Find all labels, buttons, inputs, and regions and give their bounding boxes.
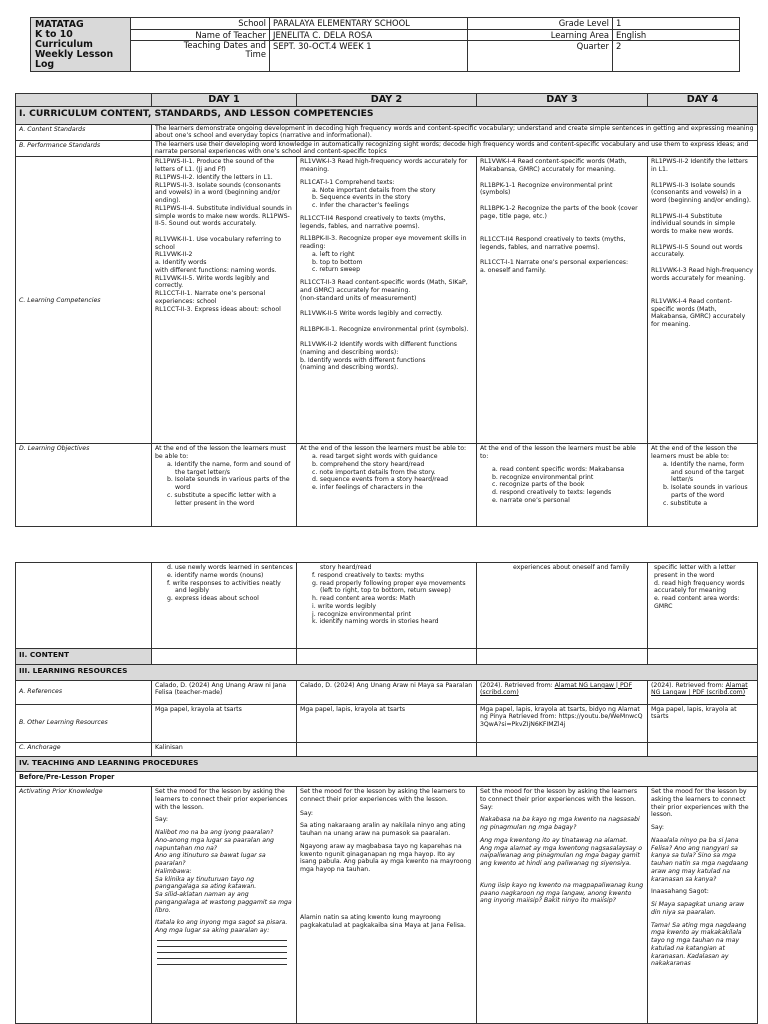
day-4-header: DAY 4 xyxy=(648,94,758,107)
objective-item: e. narrate one’s personal xyxy=(492,496,570,504)
other-resources-day-1: Mga papel, krayola at tsarts xyxy=(152,704,297,742)
dates-label: Teaching Dates and Time xyxy=(131,41,270,72)
objective-item: i. write words legibly xyxy=(312,602,377,610)
procedure-paragraph: Naaalala ninyo pa ba si Jana Felisa? Ano ang nangyari sa kanya sa tula? Sino sa mga tauhan natin sa mga nagdaang araw ang may katulad na karanasan sa kanya? xyxy=(651,836,749,883)
grade-level-value: 1 xyxy=(613,18,740,30)
objective-item: j. recognize environmental print xyxy=(312,610,412,618)
competencies-day-1: RL1PWS-II-1. Produce the sound of the letters of L1. (Jj and Ff) RL1PWS-II-2. Identify the letters in L1. RL1PWS-II-3. Isolate sounds (consonants and vowels) in a word (beginning and/or ending). RL1PWS-II-4. Substitute individual sounds in simple words to make new words. RL1PWS-II-5. Sound out words accurately. RL1VWK-II-1. Use vocabulary referring to school RL1VWK-II-2 a. Identify words with different functions: naming words. RL1VWK-II-5. Write words legibly and correctly. RL1CCT-II-1. Narrate one’s personal experiences: school RL1CCT-II-3. Express ideas about: school xyxy=(152,157,297,444)
objective-item: a. read target sight words with guidance xyxy=(312,453,438,461)
objectives-day-4 xyxy=(648,444,758,527)
say-label: Say: xyxy=(480,803,494,811)
performance-standards-text: The learners use their developing word knowledge in automatically recognizing sight words; decode high frequency words and content-specific vocabulary and use them to express ideas; and narrate personal experiences with one’s school and content-specific topics xyxy=(152,141,758,157)
day-1-header: DAY 1 xyxy=(152,94,297,107)
quarter-label: Quarter xyxy=(468,41,613,72)
procedure-day-4 xyxy=(648,787,758,1024)
anchorage-label: C. Anchorage xyxy=(16,742,152,756)
procedure-paragraph: Tama! Sa ating mga nagdaang mga kwento ay makakakilala tayo ng mga tauhan na may katulad na katangian at karanasan. Kadalasan ay nakakaranas xyxy=(651,921,747,968)
teacher-label: Name of Teacher xyxy=(131,29,270,41)
day-3-header: DAY 3 xyxy=(477,94,648,107)
objective-item: d. use newly words learned in sentences xyxy=(167,564,293,571)
references-label: A. References xyxy=(16,680,152,704)
procedure-day-3 xyxy=(477,787,648,1024)
references-day-3 xyxy=(477,680,648,704)
competencies-day-2 xyxy=(297,157,477,444)
learning-objectives-label: D. Learning Objectives xyxy=(16,444,152,527)
objective-item: g. express ideas about school xyxy=(167,595,259,602)
competency-cct-ii4: RL1CCT-II4 Respond creatively to texts (myths, legends, fables, and narrative poems). xyxy=(300,214,446,230)
competency-item: c. return sweep xyxy=(312,266,361,274)
section-3-title: III. LEARNING RESOURCES xyxy=(16,664,758,680)
section-1-title: I. CURRICULUM CONTENT, STANDARDS, AND LESSON COMPETENCIES xyxy=(16,106,758,124)
alamat-ng-langaw-link[interactable]: Alamat NG Langaw | PDF (scribd.com) xyxy=(480,681,633,697)
reference-text: (2024). Retrieved from: xyxy=(480,681,555,689)
objective-item: f. respond creatively to texts: myths xyxy=(312,571,424,579)
competency-item: a. left to right xyxy=(312,250,355,258)
performance-standards-label: B. Performance Standards xyxy=(16,141,152,157)
objective-item: c. substitute a specific letter with a letter present in the word xyxy=(167,491,277,507)
objective-item: a. read content specific words: Makabansa xyxy=(492,465,625,473)
competency-vwk-i-3: RL1VWK-I-3 Read high-frequency words accurately for meaning. xyxy=(300,158,468,174)
objective-item: e. identify name words (nouns) xyxy=(167,571,264,579)
procedure-paragraph: Si Maya sapagkat unang araw din niya sa paaralan. xyxy=(651,901,745,916)
objective-item: c. recognize parts of the book xyxy=(492,481,585,489)
objective-item: b. Isolate sounds in various parts of the word xyxy=(167,476,290,492)
say-label: Say: xyxy=(155,816,169,824)
objective-item: d. sequence events from a story heard/read xyxy=(312,476,449,484)
competency-item: c. Infer the character’s feelings xyxy=(312,202,409,210)
objective-item: b. recognize environmental print xyxy=(492,473,594,481)
objective-item: h. read content area words: Math xyxy=(312,595,416,602)
learning-area-label: Learning Area xyxy=(468,29,613,41)
procedure-paragraph: Ngayong araw ay magbabasa tayo ng kaparehas na kwento ngunit ginaganapan ng mga hayop. Ito ay isang pabula. Ang pabula ay mga kwento na mayroong mga hayop na tauhan. xyxy=(300,842,472,874)
competency-item: b. Sequence events in the story xyxy=(312,194,411,202)
content-standards-label: A. Content Standards xyxy=(16,125,152,141)
competency-item: a. Note important details from the story xyxy=(312,186,436,194)
objectives-day-1 xyxy=(152,444,297,527)
objectives-intro: At the end of the lesson the learners must be able to: xyxy=(300,445,467,453)
section-4-title: IV. TEACHING AND LEARNING PROCEDURES xyxy=(16,756,758,772)
objective-item: a. Identify the name, form and sound of the target letter/s xyxy=(663,460,745,484)
objective-item: k. identify naming words in stories heard xyxy=(312,618,439,626)
section-2-title: II. CONTENT xyxy=(16,649,152,665)
alamat-ng-langaw-link[interactable]: Alamat NG Langaw | PDF (scribd.com) xyxy=(651,681,748,697)
other-resources-day-4: Mga papel, lapis, krayola at tsarts xyxy=(648,704,758,742)
school-label: School xyxy=(131,18,270,30)
procedure-prompt: Itatala ko ang inyong mga sagot sa pisara. Ang mga lugar sa aking paaralan ay: xyxy=(155,919,288,935)
references-day-2: Calado, D. (2024) Ang Unang Araw ni Maya sa Paaralan xyxy=(297,680,477,704)
procedure-paragraph: Nakabasa na ba kayo ng mga kwento na nagsasabi ng pinagmulan ng mga bagay? xyxy=(480,816,640,832)
objective-item: e. infer feelings of characters in the xyxy=(312,484,423,492)
activating-prior-knowledge-label: Activating Prior Knowledge xyxy=(16,787,152,1024)
objective-item: a. Identify the name, form and sound of the target letter/s xyxy=(167,460,291,476)
objectives-day-2 xyxy=(297,444,477,527)
procedure-intro: Set the mood for the lesson by asking the learners to connect their prior experiences with the lesson. xyxy=(155,788,288,811)
procedure-intro: Set the mood for the lesson by asking the learners to connect their prior experiences with the lesson. xyxy=(651,788,749,819)
objective-item: g. read properly following proper eye movements (left to right, top to bottom, return sweep) xyxy=(312,579,466,595)
procedure-intro: Set the mood for the lesson by asking the learners to connect their prior experiences with the lesson. xyxy=(480,788,638,803)
quarter-value: 2 xyxy=(613,41,740,72)
day-2-header: DAY 2 xyxy=(297,94,477,107)
competency-bpk-ii-3: RL1BPK-II-3. Recognize proper eye movement skills in reading: xyxy=(300,235,467,251)
competencies-day-3: RL1VWK-I-4 Read content-specific words (Math, Makabansa, GMRC) accurately for meaning. RL1BPK-1-1 Recognize environmental print (symbols) RL1BPK-1-2 Recognize the parts of the book (cover page, title page, etc.) RL1CCT-II4 Respond creatively to texts (myths, legends, fables, and narrative poems). RL1CCT-I-1 Narrate one’s personal experiences: a. oneself and family. xyxy=(477,157,648,444)
dates-value: SEPT. 30-OCT.4 WEEK 1 xyxy=(270,41,468,72)
objective-item: b. comprehend the story heard/read xyxy=(312,460,425,468)
say-label: Say: xyxy=(651,824,665,832)
header-table xyxy=(30,17,740,72)
objectives-cont-day-2 xyxy=(297,563,477,649)
objectives-intro: At the end of the lesson the learners must be able to: xyxy=(651,445,738,461)
objectives-cont-day-3: experiences about oneself and family xyxy=(477,563,648,649)
procedure-day-1 xyxy=(152,787,297,1024)
objective-item: story heard/read xyxy=(320,564,372,571)
objective-item: b. Isolate sounds in various parts of the word xyxy=(663,484,748,499)
references-day-4 xyxy=(648,680,758,704)
competency-day-2-rest: RL1CCT-II-3 Read content-specific words (Math, SIKaP, and GMRC) accurately for meaning. (non-standard units of measurement) RL1VWK-II-5 Write words legibly and correctly. RL1BPK-II-1. Recognize environmental print (symbols). RL1VWK-II-2 Identify words with different functions (naming and describing words): b. Identify words with different functions (naming and describing words). xyxy=(300,279,469,372)
references-day-1: Calado, D. (2024) Ang Unang Araw ni Jana Felisa (teacher-made) xyxy=(152,680,297,704)
objectives-cont-day-4: specific letter with a letter present in the word d. read high frequency words accurately for meaning e. read content area words: GMRC xyxy=(648,563,758,649)
competency-item: b. top to bottom xyxy=(312,258,363,266)
competencies-day-4: RL1PWS-II-2 Identify the letters in L1. RL1PWS-II-3 Isolate sounds (consonants and vowels) in a word (beginning and/or ending). RL1PWS-II-4 Substitute individual sounds in simple words to make new words. RL1PWS-II-5 Sound out words accurately. RL1VWK-I-3 Read high-frequency words accurately for meaning. RL1VWK-I-4 Read content-specific words (Math, Makabansa, GMRC) accurately for meaning. xyxy=(648,157,758,444)
say-label: Say: xyxy=(300,809,314,817)
content-standards-text: The learners demonstrate ongoing development in decoding high frequency words and content-specific vocabulary; understand and create simple sentences in getting and expressing meaning about one’s school and everyday topics (narrative and informational). xyxy=(152,125,758,141)
procedure-paragraph: Alamin natin sa ating kwento kung mayroong pagkakatulad at pagkakaiba sina Maya at Jana Felisa. xyxy=(300,913,466,929)
grade-level-label: Grade Level xyxy=(468,18,613,30)
answer-line xyxy=(157,959,287,965)
expected-answer-label: Inaasahang Sagot: xyxy=(651,888,709,896)
lesson-table-page-2 xyxy=(15,562,758,1024)
objectives-day-3 xyxy=(477,444,648,527)
procedure-paragraph: Kung iisip kayo ng kwento na magpapaliwanag kung paano nagkaroon ng mga langaw, anong kwento ang inyong maiisip? Bakit ninyo ito maiisip? xyxy=(480,881,644,905)
log-title: MATATAG K to 10 Curriculum Weekly Lesson Log xyxy=(31,18,131,72)
teacher-value: JENELITA C. DELA ROSA xyxy=(270,29,468,41)
reference-text: (2024). Retrieved from: xyxy=(651,681,726,689)
other-resources-label: B. Other Learning Resources xyxy=(16,704,152,742)
objective-item: d. respond creatively to texts: legends xyxy=(492,489,612,497)
objective-item: c. note important details from the story. xyxy=(312,468,436,476)
procedure-questions: Nalibot mo na ba ang iyong paaralan? Ano-anong mga lugar sa paaralan ang napuntahan mo na? Ano ang itinuturo sa bawat lugar sa paaralan? Halimbawa: Sa klinika ay tinuturuan tayo ng pangangalaga sa ating katawan. Sa silid-aklatan naman ay ang pangangalaga at wastong paggamit sa mga libro. xyxy=(155,829,292,914)
learning-competencies-label: C. Learning Competencies xyxy=(16,157,152,444)
other-resources-day-3: Mga papel, lapis, krayola at tsarts, bidyo ng Alamat ng Pinya Retrieved from: https://youtu.be/WeMnwcQ3QwA?si=PkvZIjN6KFIMZl4j xyxy=(477,704,648,742)
objectives-intro: At the end of the lesson the learners must be able to: xyxy=(480,445,636,461)
other-resources-day-2: Mga papel, lapis, krayola at tsarts xyxy=(297,704,477,742)
anchorage-value: Kalinisan xyxy=(152,742,297,756)
competency-cat-i-1: RL1CAT-I-1 Comprehend texts: xyxy=(300,178,395,186)
objectives-cont-day-1 xyxy=(152,563,297,649)
learning-area-value: English xyxy=(613,29,740,41)
objective-item: f. write responses to activities neatly and legibly xyxy=(167,579,281,595)
school-value: PARALAYA ELEMENTARY SCHOOL xyxy=(270,18,468,30)
before-lesson-label: Before/Pre-Lesson Proper xyxy=(16,772,758,787)
lesson-table-page-1 xyxy=(15,93,758,527)
day-header-row xyxy=(16,94,758,107)
procedure-paragraph: Ang mga kwentong ito ay tinatawag na alamat. Ang mga alamat ay mga kwentong nagsasalaysay o naipaliwanag ang pinagmulan ng mga bagay gamit ang kwento at hindi ang paliwanag ng siyensiya. xyxy=(480,836,643,868)
procedure-day-2 xyxy=(297,787,477,1024)
procedure-paragraph: Sa ating nakaraang aralin ay nakilala ninyo ang ating tauhan na unang araw na pumasok sa paaralan. xyxy=(300,822,466,838)
procedure-intro: Set the mood for the lesson by asking the learners to connect their prior experiences with the lesson. xyxy=(300,788,466,803)
objectives-intro: At the end of the lesson the learners must be able to: xyxy=(155,445,286,461)
objective-item: c. substitute a xyxy=(663,499,708,507)
